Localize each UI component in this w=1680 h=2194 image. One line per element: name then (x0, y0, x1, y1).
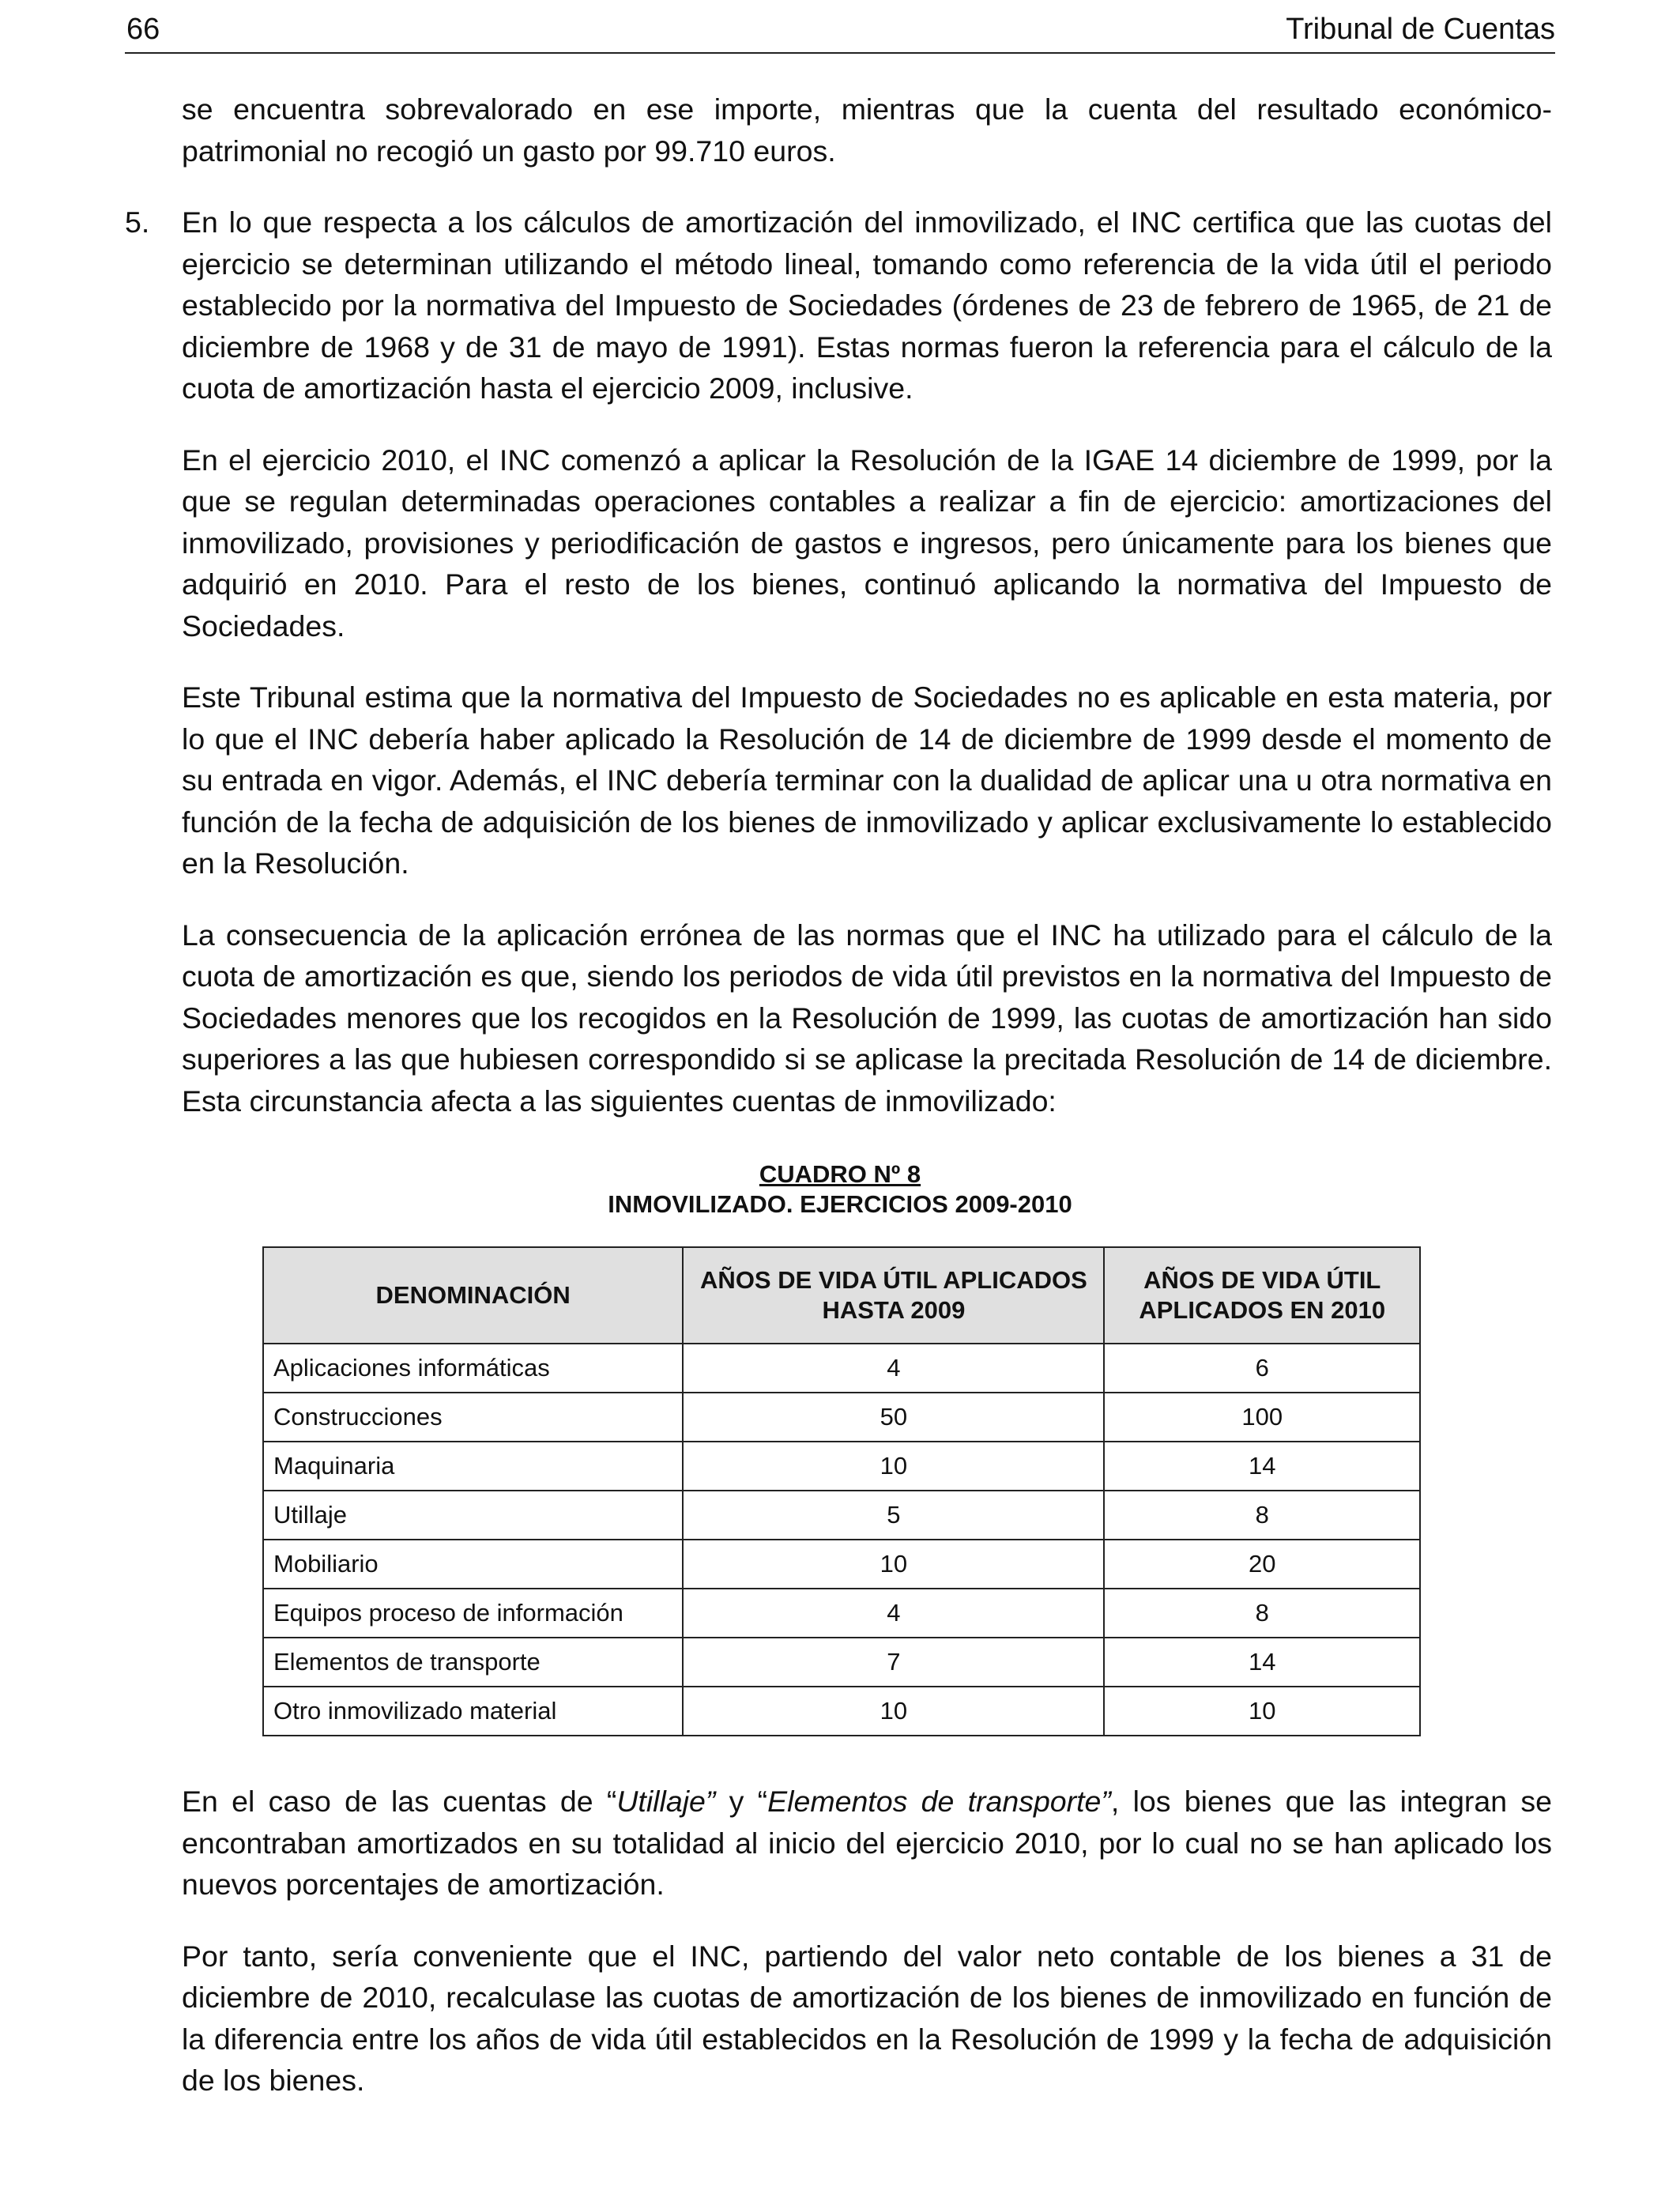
transporte-term: Elementos de transporte” (767, 1785, 1111, 1818)
row-denominacion: Mobiliario (263, 1540, 683, 1589)
row-denominacion: Construcciones (263, 1393, 683, 1442)
row-years-2009: 10 (683, 1442, 1104, 1491)
table-caption (0, 1159, 1680, 1220)
after-table-section (182, 1781, 1552, 2102)
data-table (262, 1246, 1421, 1736)
paragraph-conclusion: Por tanto, sería conveniente que el INC, partiendo del valor neto contable de los bienes a 31 de diciembre de 2010, recalculase las cuotas de amortización de los bienes de inmovilizado en función de la diferencia entre los años de vida útil establecidos en la Resolución de 1999 y la fecha de adquisición de los bienes. (182, 1939, 1552, 2097)
utillaje-term: Utillaje” (616, 1785, 716, 1818)
table-row (263, 1687, 1420, 1736)
paragraph-tribunal: Este Tribunal estima que la normativa del Impuesto de Sociedades no es aplicable en esta materia, por lo que el INC debería haber aplicado la Resolución de 14 de diciembre de 1999 desde el momento de su entrada en vigor. Además, el INC debería terminar con la dualidad de aplicar una u otra normativa en función de la fecha de adquisición de los bienes de inmovilizado y aplicar exclusivamente lo establecido en la Resolución. (182, 680, 1552, 880)
list-item-number: 5. (125, 205, 150, 239)
table-row (263, 1393, 1420, 1442)
table-row (263, 1442, 1420, 1491)
paragraph-amortizacion: En lo que respecta a los cálculos de amortización del inmovilizado, el INC certifica que las cuotas del ejercicio se determinan utilizando el método lineal, tomando como referencia de la vida útil el periodo establecido por la normativa del Impuesto de Sociedades (órdenes de 23 de febrero de 1965, de 21 de diciembre de 1968 y de 31 de mayo de 1991). Estas normas fueron la referencia para el cálculo de la cuota de amortización hasta el ejercicio 2009, inclusive. (182, 205, 1552, 405)
continuation-paragraph: se encuentra sobrevalorado en ese importe, mientras que la cuenta del resultado económico-patrimonial no recogió un gasto por 99.710 euros. (182, 92, 1552, 168)
header-denominacion: DENOMINACIÓN (263, 1247, 683, 1344)
row-years-2010: 8 (1104, 1491, 1420, 1540)
row-years-2009: 5 (683, 1491, 1104, 1540)
row-denominacion: Otro inmovilizado material (263, 1687, 683, 1736)
table-row (263, 1589, 1420, 1638)
header-en-2010: AÑOS DE VIDA ÚTIL APLICADOS EN 2010 (1104, 1247, 1420, 1344)
row-denominacion: Aplicaciones informáticas (263, 1344, 683, 1393)
table-row (263, 1540, 1420, 1589)
row-years-2009: 7 (683, 1638, 1104, 1687)
table-row (263, 1638, 1420, 1687)
table-title: INMOVILIZADO. EJERCICIOS 2009-2010 (608, 1190, 1072, 1218)
row-years-2010: 8 (1104, 1589, 1420, 1638)
header-hasta-2009: AÑOS DE VIDA ÚTIL APLICADOS HASTA 2009 (683, 1247, 1104, 1344)
table-row (263, 1344, 1420, 1393)
row-years-2010: 10 (1104, 1687, 1420, 1736)
row-denominacion: Utillaje (263, 1491, 683, 1540)
utillaje-prefix: En el caso de las cuentas de “ (182, 1785, 617, 1818)
table-number: CUADRO Nº 8 (759, 1160, 921, 1188)
utillaje-suffix: , los bienes que las integran se encontraban amortizados en su totalidad al inicio del ejercicio 2010, por lo cual no se han aplicado los nuevos porcentajes de amortización. (182, 1785, 1553, 1901)
row-denominacion: Equipos proceso de información (263, 1589, 683, 1638)
paragraph-ejercicio-2010: En el ejercicio 2010, el INC comenzó a aplicar la Resolución de la IGAE 14 diciembre de 1999, por la que se regulan determinadas operaciones contables a realizar a fin de ejercicio: amortizaciones del inmovilizado, provisiones y periodificación de gastos e ingresos, pero únicamente para los bienes que adquirió en 2010. Para el resto de los bienes, continuó aplicando la normativa del Impuesto de Sociedades. (182, 443, 1552, 643)
list-item-5 (125, 202, 1552, 409)
paragraph-utillaje (182, 1781, 1552, 1906)
table-row (263, 1491, 1420, 1540)
table-header-row (263, 1247, 1420, 1344)
table-block (182, 1159, 1552, 1736)
page-body (125, 89, 1553, 2132)
page-number: 66 (126, 13, 160, 46)
page-header (125, 9, 1555, 54)
row-years-2009: 10 (683, 1540, 1104, 1589)
row-years-2010: 100 (1104, 1393, 1420, 1442)
running-title: Tribunal de Cuentas (1286, 13, 1555, 46)
utillaje-mid: y “ (715, 1785, 768, 1818)
row-years-2010: 14 (1104, 1638, 1420, 1687)
paragraph-consecuencia: La consecuencia de la aplicación errónea de las normas que el INC ha utilizado para el cálculo de la cuota de amortización es que, siendo los periodos de vida útil previstos en la normativa del Impuesto de Sociedades menores que los recogidos en la Resolución de 1999, las cuotas de amortización han sido superiores a las que hubiesen correspondido si se aplicase la precitada Resolución de 14 de diciembre. Esta circunstancia afecta a las siguientes cuentas de inmovilizado: (182, 918, 1552, 1118)
row-years-2010: 6 (1104, 1344, 1420, 1393)
row-years-2009: 50 (683, 1393, 1104, 1442)
row-years-2010: 20 (1104, 1540, 1420, 1589)
row-years-2009: 4 (683, 1589, 1104, 1638)
row-years-2009: 4 (683, 1344, 1104, 1393)
row-years-2009: 10 (683, 1687, 1104, 1736)
row-years-2010: 14 (1104, 1442, 1420, 1491)
row-denominacion: Elementos de transporte (263, 1638, 683, 1687)
row-denominacion: Maquinaria (263, 1442, 683, 1491)
